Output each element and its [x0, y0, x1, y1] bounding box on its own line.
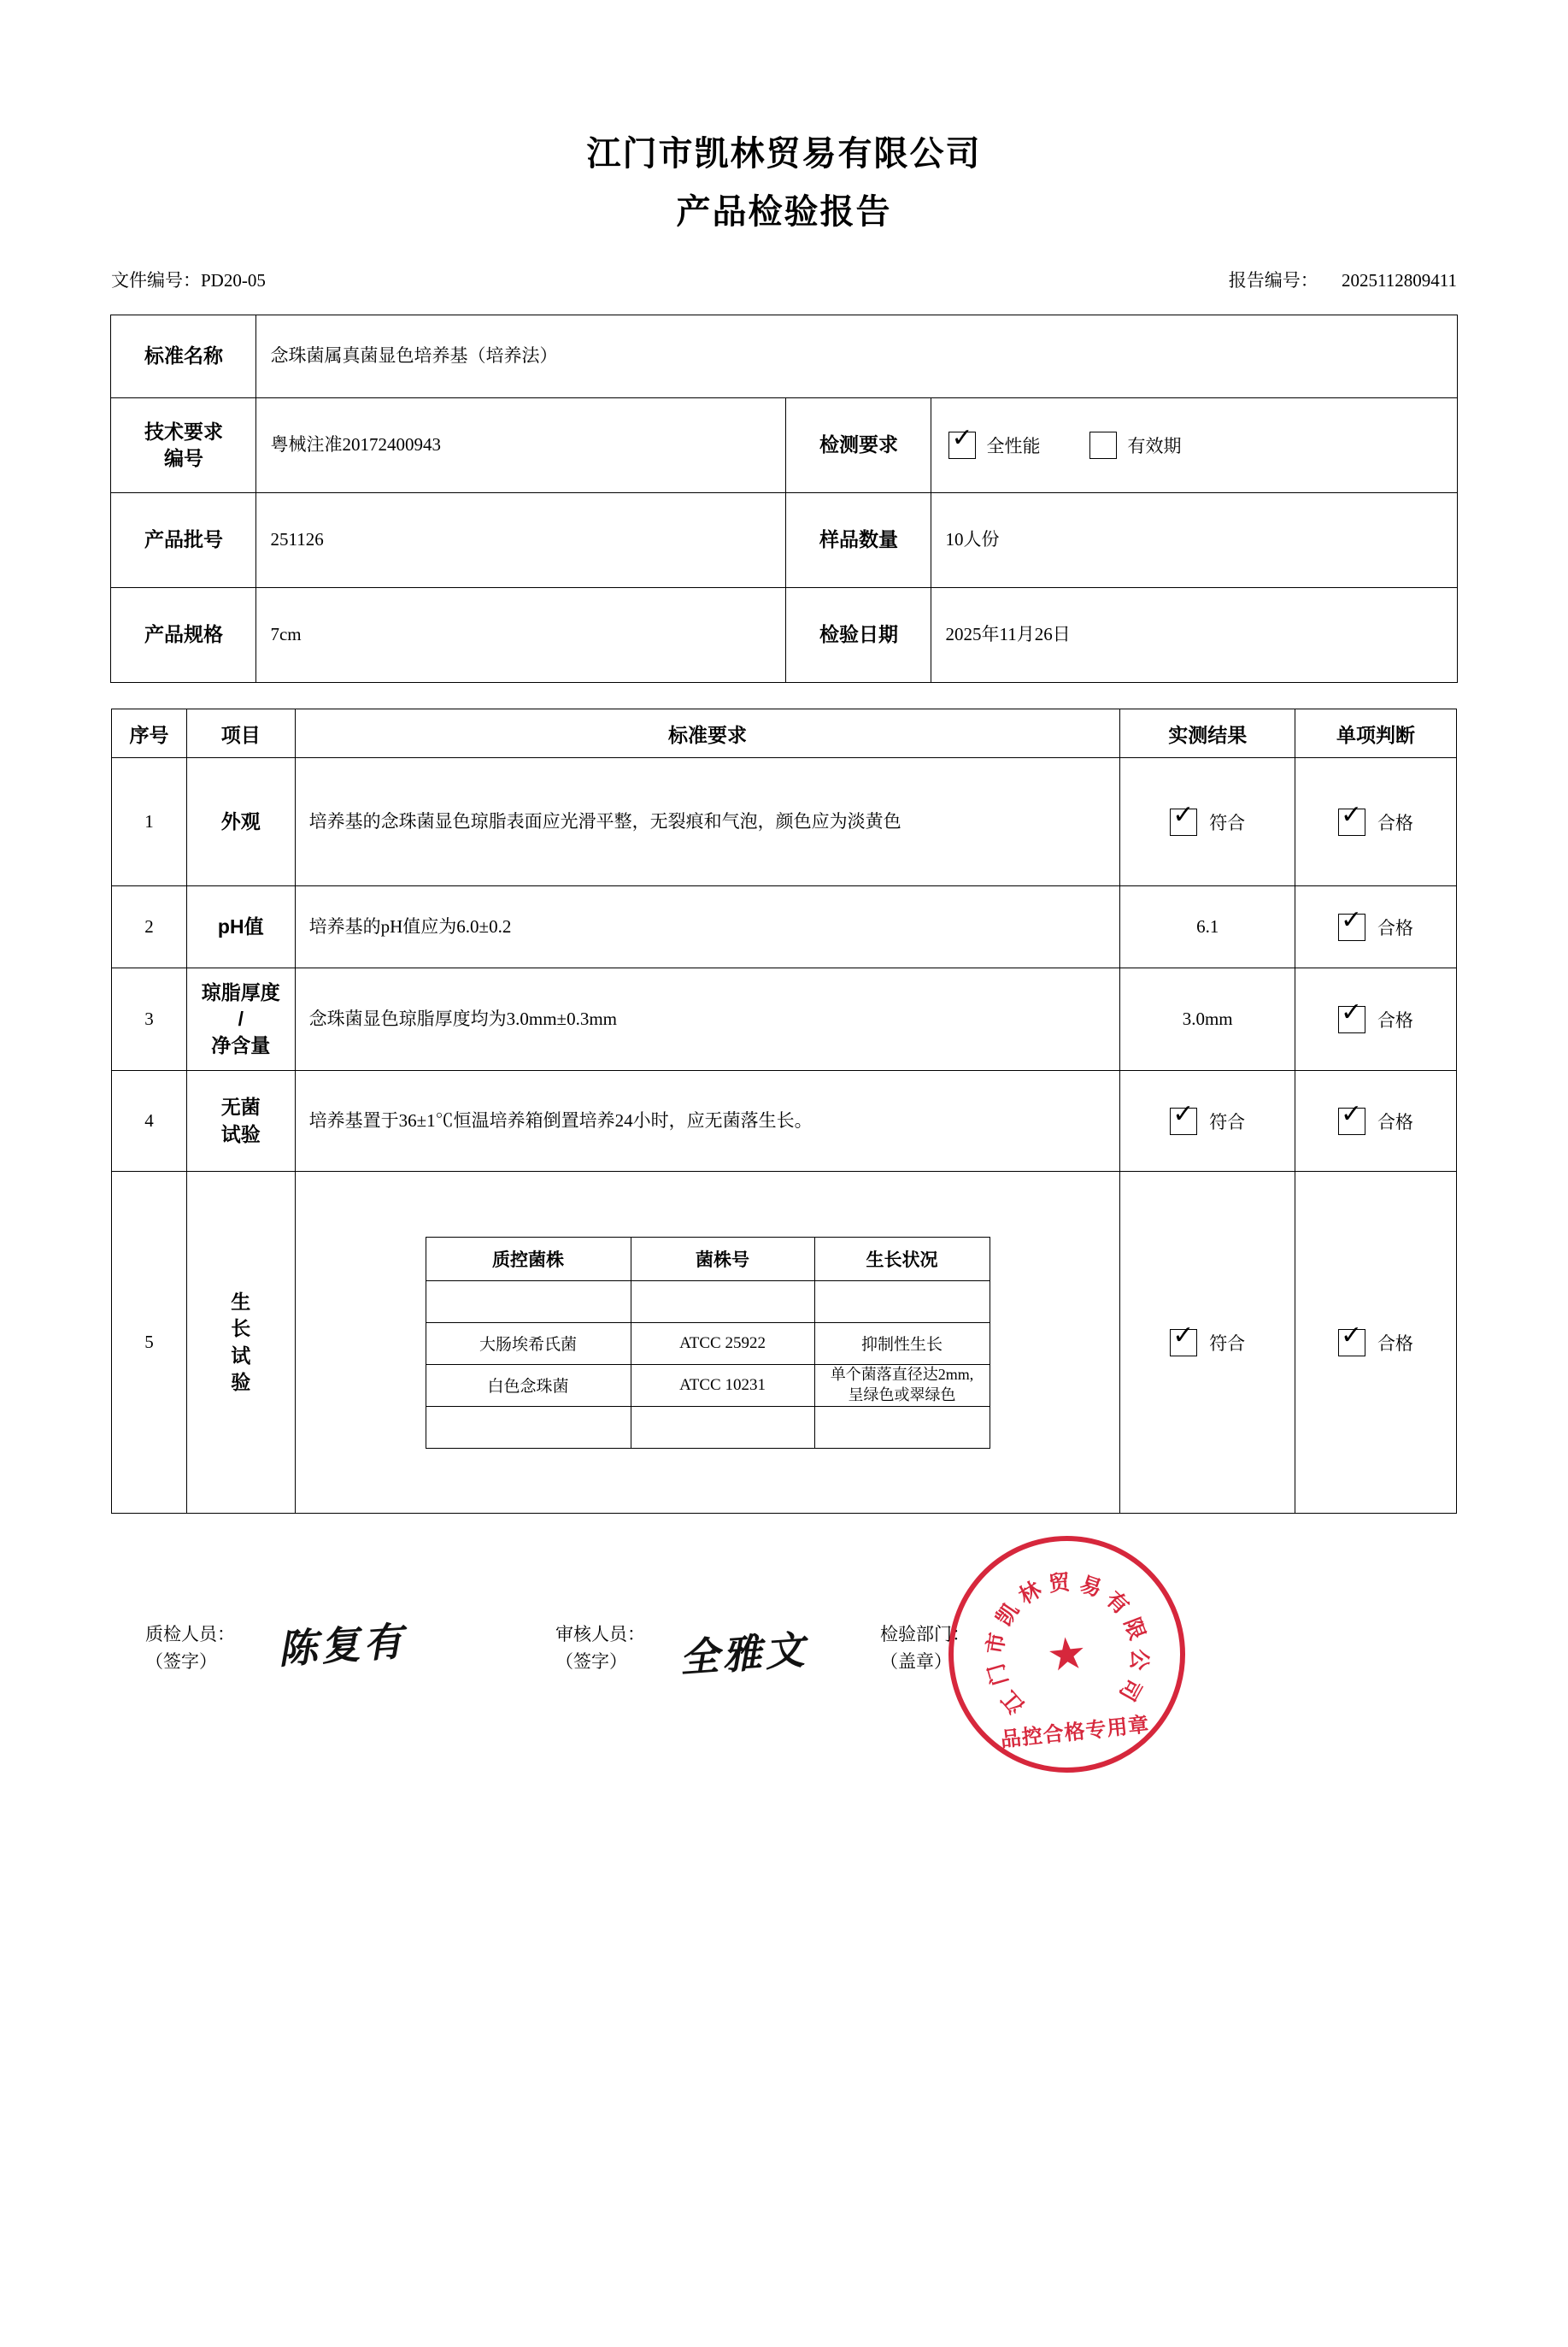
- row5-requirement: [295, 1172, 1120, 1514]
- seal-ring-char: 门: [983, 1660, 1013, 1688]
- checkbox-checked-icon[interactable]: [1170, 1329, 1197, 1356]
- test-date-label: 检验日期: [786, 588, 931, 683]
- dept-label-line1: 检验部门：: [880, 1624, 970, 1644]
- row4-no: 4: [112, 1071, 187, 1172]
- seal-ring-char: 司: [1113, 1673, 1146, 1704]
- inner-row2-growth: 抑制性生长: [814, 1322, 990, 1364]
- test-req-option-full-performance[interactable]: [948, 432, 1040, 459]
- review-signature: 全雅文: [678, 1627, 809, 1681]
- row4-result: [1120, 1071, 1295, 1172]
- inner-column-strain-no: 菌株号: [631, 1237, 814, 1280]
- seal-ring-char: 有: [1101, 1586, 1133, 1619]
- standard-name-value: 念珠菌属真菌显色培养基（培养法）: [256, 315, 1457, 398]
- row4-judgement-label: 合格: [1377, 1111, 1413, 1132]
- qc-label-line1: 质检人员：: [145, 1624, 235, 1644]
- inner-row3-growth-line2: 呈绿色或翠绿色: [848, 1385, 956, 1403]
- inner-row4-growth: [814, 1406, 990, 1448]
- inner-row3-strain: 白色念珠菌: [426, 1364, 631, 1406]
- checkbox-checked-icon[interactable]: [1338, 914, 1365, 941]
- company-seal-stamp: [937, 1524, 1196, 1784]
- qc-signature-block: [145, 1621, 235, 1675]
- test-date-value: 2025年11月26日: [931, 588, 1457, 683]
- row1-result: [1120, 758, 1295, 886]
- inner-row2-strain: 大肠埃希氏菌: [426, 1322, 631, 1364]
- seal-ring-char: 限: [1119, 1614, 1149, 1644]
- test-req-option1-label: 全性能: [986, 436, 1041, 456]
- table-header-row: [426, 1237, 990, 1280]
- row4-item: [186, 1071, 295, 1172]
- inner-row4-strain-no: [631, 1406, 814, 1448]
- table-row: [111, 398, 1457, 493]
- row5-item-line3: 试: [231, 1344, 251, 1367]
- checkbox-checked-icon[interactable]: [948, 432, 976, 459]
- row1-result-label: 符合: [1209, 812, 1246, 833]
- row4-result-label: 符合: [1209, 1111, 1246, 1132]
- quality-control-table: [426, 1237, 990, 1449]
- inner-row4-strain: [426, 1406, 631, 1448]
- column-header-judgement: 单项判断: [1295, 709, 1456, 758]
- table-row: [426, 1280, 990, 1322]
- batch-label: 产品批号: [111, 493, 256, 588]
- review-label-line1: 审核人员：: [555, 1624, 645, 1644]
- row3-judgement: [1295, 968, 1456, 1071]
- row5-judgement-label: 合格: [1377, 1332, 1413, 1354]
- test-req-option2-label: 有效期: [1127, 436, 1182, 456]
- company-name: 江门市凯林贸易有限公司: [586, 135, 982, 173]
- row5-item-line2: 长: [231, 1317, 251, 1340]
- items-table: [111, 709, 1457, 1514]
- checkbox-checked-icon[interactable]: [1170, 1108, 1197, 1135]
- row4-item-line2: 试验: [220, 1122, 261, 1145]
- row2-judgement: [1295, 886, 1456, 968]
- table-row: [111, 588, 1457, 683]
- checkbox-checked-icon[interactable]: [1338, 1329, 1365, 1356]
- sample-qty-label: 样品数量: [786, 493, 931, 588]
- column-header-item: 项目: [186, 709, 295, 758]
- row1-item: 外观: [186, 758, 295, 886]
- report-page: [0, 128, 1568, 2347]
- table-row: [112, 886, 1457, 968]
- row2-result: 6.1: [1120, 886, 1295, 968]
- checkbox-checked-icon[interactable]: [1170, 809, 1197, 836]
- row3-result: 3.0mm: [1120, 968, 1295, 1071]
- row5-no: 5: [112, 1172, 187, 1514]
- test-req-label: 检测要求: [786, 398, 931, 493]
- inner-row1-strain: [426, 1280, 631, 1322]
- row4-item-line1: 无菌: [220, 1096, 261, 1119]
- row3-item-line1: 琼脂厚度: [201, 980, 280, 1003]
- report-number: [1229, 267, 1457, 292]
- spec-value: 7cm: [256, 588, 786, 683]
- batch-value: 251126: [256, 493, 786, 588]
- row5-item-line1: 生: [231, 1291, 251, 1314]
- report-number-label: 报告编号：: [1228, 270, 1318, 291]
- seal-ring-char: 江: [996, 1685, 1029, 1718]
- row3-item-line3: 净含量: [211, 1034, 271, 1057]
- row3-judgement-label: 合格: [1377, 1009, 1413, 1031]
- row5-item: [186, 1172, 295, 1514]
- row1-requirement: 培养基的念珠菌显色琼脂表面应光滑平整，无裂痕和气泡，颜色应为淡黄色: [295, 758, 1120, 886]
- report-number-value: 2025112809411: [1342, 270, 1457, 291]
- checkbox-checked-icon[interactable]: [1338, 1006, 1365, 1033]
- row5-result-label: 符合: [1209, 1332, 1246, 1354]
- dept-label-line2: （盖章）: [880, 1650, 952, 1672]
- column-header-requirement: 标准要求: [295, 709, 1120, 758]
- row1-no: 1: [112, 758, 187, 886]
- seal-ring-char: 市: [982, 1630, 1010, 1656]
- inner-row2-strain-no: ATCC 25922: [631, 1322, 814, 1364]
- table-row: [111, 315, 1457, 398]
- row2-item: pH值: [186, 886, 295, 968]
- tech-req-value: 粤械注准20172400943: [256, 398, 786, 493]
- row1-judgement-label: 合格: [1377, 812, 1413, 833]
- row5-result: [1120, 1172, 1295, 1514]
- qc-label-line2: （签字）: [145, 1650, 217, 1672]
- inner-row1-strain-no: [631, 1280, 814, 1322]
- review-label-line2: （签字）: [555, 1650, 627, 1672]
- row2-no: 2: [112, 886, 187, 968]
- row2-judgement-label: 合格: [1377, 917, 1413, 938]
- inner-row1-growth: [814, 1280, 990, 1322]
- seal-ring-char: 林: [1014, 1577, 1046, 1609]
- row3-no: 3: [112, 968, 187, 1071]
- table-row: [426, 1364, 990, 1406]
- info-table: [110, 315, 1457, 683]
- inner-column-strain: 质控菌株: [426, 1237, 631, 1280]
- seal-ring-char: 公: [1125, 1647, 1152, 1671]
- row1-judgement: [1295, 758, 1456, 886]
- seal-ring-char: 凯: [991, 1598, 1024, 1630]
- row4-judgement: [1295, 1071, 1456, 1172]
- seal-ring-char: 贸: [1047, 1569, 1072, 1597]
- tech-req-label-line2: 编号: [163, 447, 203, 469]
- star-icon: ★: [1044, 1626, 1089, 1682]
- column-header-result: 实测结果: [1120, 709, 1295, 758]
- inner-row3-strain-no: ATCC 10231: [631, 1364, 814, 1406]
- table-header-row: [112, 709, 1457, 758]
- column-header-no: 序号: [112, 709, 187, 758]
- checkbox-empty-icon[interactable]: [1089, 432, 1117, 459]
- doc-meta: [111, 267, 1457, 292]
- table-row: [111, 493, 1457, 588]
- row4-requirement: 培养基置于36±1℃恒温培养箱倒置培养24小时，应无菌落生长。: [295, 1071, 1120, 1172]
- test-req-option-validity[interactable]: [1089, 432, 1181, 459]
- table-row: [112, 968, 1457, 1071]
- row3-item-line2: /: [238, 1007, 244, 1030]
- table-row: [112, 1172, 1457, 1514]
- page-title: 产品检验报告: [676, 193, 892, 231]
- table-row: [426, 1406, 990, 1448]
- row2-requirement: 培养基的pH值应为6.0±0.2: [295, 886, 1120, 968]
- qc-signature: 陈复有: [276, 1619, 408, 1673]
- row3-requirement: 念珠菌显色琼脂厚度均为3.0mm±0.3mm: [295, 968, 1120, 1071]
- inner-row3-growth: [814, 1364, 990, 1406]
- table-row: [112, 758, 1457, 886]
- row3-item: [186, 968, 295, 1071]
- standard-name-label: 标准名称: [111, 315, 256, 398]
- tech-req-label-line1: 技术要求: [144, 420, 223, 443]
- row5-judgement: [1295, 1172, 1456, 1514]
- checkbox-checked-icon[interactable]: [1338, 809, 1365, 836]
- table-row: [112, 1071, 1457, 1172]
- row5-item-line4: 验: [231, 1370, 251, 1393]
- spec-label: 产品规格: [111, 588, 256, 683]
- table-row: [426, 1322, 990, 1364]
- inner-row3-growth-line1: 单个菌落直径达2mm,: [830, 1366, 974, 1384]
- sample-qty-value: 10人份: [931, 493, 1457, 588]
- title-block: [0, 128, 1568, 238]
- inner-column-growth: 生长状况: [814, 1237, 990, 1280]
- seal-ring-char: 易: [1076, 1571, 1105, 1602]
- review-signature-block: [555, 1621, 645, 1675]
- test-req-options: [931, 398, 1457, 493]
- tech-req-label: [111, 398, 256, 493]
- file-number: 文件编号：PD20-05: [111, 270, 266, 291]
- checkbox-checked-icon[interactable]: [1338, 1108, 1365, 1135]
- seal-bottom-text: 品控合格专用章: [999, 1713, 1151, 1752]
- signature-area: [111, 1569, 1457, 1752]
